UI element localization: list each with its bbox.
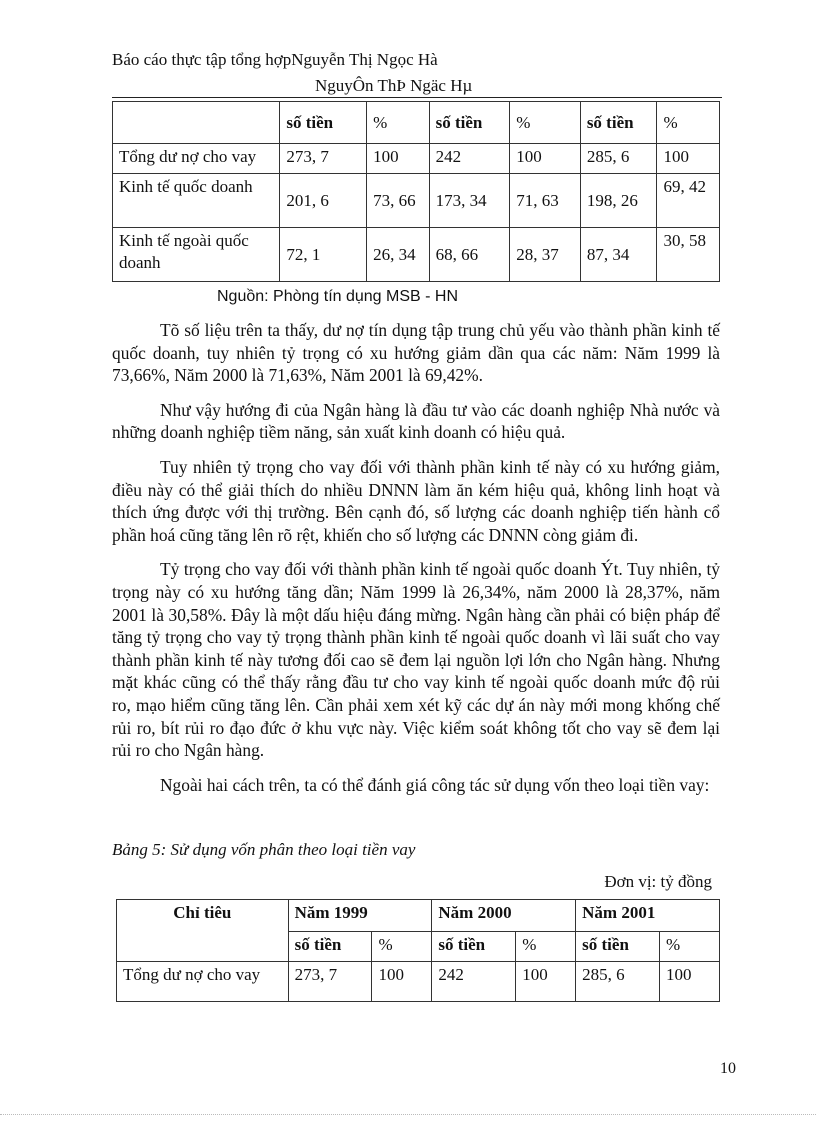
- table-header-cell: số tiền: [432, 932, 516, 962]
- table-row: [113, 144, 720, 174]
- table-header-cell: số tiền: [280, 102, 367, 144]
- table-row: [113, 228, 720, 282]
- table-header-cell: [113, 102, 280, 144]
- table-caption: Bảng 5: Sử dụng vốn phân theo loại tiền vay: [112, 840, 416, 859]
- table-header-cell: %: [372, 932, 432, 962]
- table-cell: 28, 37: [510, 228, 581, 282]
- table-cell: 285, 6: [576, 962, 660, 1002]
- table-row: [113, 174, 720, 228]
- table-cell: 100: [657, 144, 720, 174]
- table-cell: 87, 34: [580, 228, 657, 282]
- table-header-cell: %: [657, 102, 720, 144]
- paragraph: Tuy nhiên tỷ trọng cho vay đối với thành phần kinh tế này có xu hướng giảm, điều này có thể giải thích do nhiều DNNN làm ăn kém hiệu quả, không linh hoạt và thích ứng được với thị trường. Bên cạnh đó, số lượng các doanh nghiệp tiến hành cổ phần hoá cũng tăng lên rõ rệt, khiến cho số lượng các DNNN còng giảm đi.: [112, 456, 720, 545]
- table-cell: 242: [432, 962, 516, 1002]
- table-cell: 100: [516, 962, 576, 1002]
- table-cell: Kinh tế ngoài quốc doanh: [113, 228, 280, 282]
- table-header-cell: số tiền: [576, 932, 660, 962]
- table-source-note: Nguồn: Phòng tín dụng MSB - HN: [217, 288, 459, 305]
- table-cell: 69, 42: [657, 174, 720, 228]
- table-cell: 285, 6: [580, 144, 657, 174]
- report-header-title: Báo cáo thực tập tổng hợpNguyễn Thị Ngọc Hà: [112, 50, 438, 69]
- table-header-cell: %: [516, 932, 576, 962]
- table-header-cell: %: [367, 102, 430, 144]
- table-header-cell: %: [510, 102, 581, 144]
- table-cell: 100: [372, 962, 432, 1002]
- table-cell: 242: [429, 144, 510, 174]
- table-cell: 71, 63: [510, 174, 581, 228]
- table-cell: 26, 34: [367, 228, 430, 282]
- table-cell: 100: [510, 144, 581, 174]
- table-cell: 273, 7: [288, 962, 372, 1002]
- table-header-cell: Năm 2001: [576, 900, 720, 932]
- table-cell: 73, 66: [367, 174, 430, 228]
- table-cell: Tổng dư nợ cho vay: [113, 144, 280, 174]
- page-number: 10: [720, 1060, 736, 1077]
- body-text: [112, 319, 720, 808]
- unit-label: Đơn vị: tỷ đồng: [604, 872, 712, 891]
- page-bottom-border: [0, 1114, 816, 1115]
- table-cell: Tổng dư nợ cho vay: [117, 962, 289, 1002]
- paragraph: Tõ số liệu trên ta thấy, dư nợ tín dụng tập trung chủ yếu vào thành phần kinh tế quốc doanh, tuy nhiên tỷ trọng có xu hướng giảm dần qua các năm: Năm 1999 là 73,66%, Năm 2000 là 71,63%, Năm 2001 là 69,42%.: [112, 320, 720, 386]
- report-header-author: NguyÔn ThÞ Ngäc Hµ: [315, 76, 473, 95]
- table-header-cell: số tiền: [429, 102, 510, 144]
- table-cell: 100: [367, 144, 430, 174]
- table-cell: 173, 34: [429, 174, 510, 228]
- table-header-cell: %: [660, 932, 720, 962]
- table-header-cell: số tiền: [288, 932, 372, 962]
- loan-structure-table: [112, 101, 720, 282]
- paragraph: Ngoài hai cách trên, ta có thể đánh giá công tác sử dụng vốn theo loại tiền vay:: [160, 774, 710, 795]
- table-header-row: [113, 102, 720, 144]
- table-header-cell: Năm 1999: [288, 900, 432, 932]
- header-divider: [112, 97, 722, 98]
- table-cell: 68, 66: [429, 228, 510, 282]
- table-cell: 201, 6: [280, 174, 367, 228]
- table-header-cell: số tiền: [580, 102, 657, 144]
- table-cell: 273, 7: [280, 144, 367, 174]
- table-cell: 100: [660, 962, 720, 1002]
- paragraph: Như vậy hướng đi của Ngân hàng là đầu tư vào các doanh nghiệp Nhà nước và những doanh nghiệp tiềm năng, sản xuất kinh doanh có hiệu quả.: [112, 399, 720, 443]
- table-row: [117, 962, 720, 1002]
- paragraph: Tỷ trọng cho vay đối với thành phần kinh tế ngoài quốc doanh Ýt. Tuy nhiên, tỷ trọng này có xu hướng tăng dần; Năm 1999 là 26,34%, năm 2000 là 28,37%, năm 2001 là 30,58%. Đây là một dấu hiệu đáng mừng. Ngân hàng cần phải có biện pháp để tăng tỷ trọng cho vay tỷ trọng thành phần kinh tế ngoài quốc doanh vì lãi suất cho vay thành phần kinh tế này tương đối cao sẽ đem lại nguồn lợi lớn cho Ngân hàng. Nhưng mặt khác cũng có thể thấy rằng đầu tư cho vay kinh tế ngoài quốc doanh mức độ rủi ro, mạo hiểm cũng tăng lên. Cần phải xem xét kỹ các dự án này mới mong khống chế rủi ro, bít rủi ro đạo đức ở khu vực này. Việc kiểm soát không tốt cho vay sẽ đem lại rủi ro cho Ngân hàng.: [112, 559, 720, 761]
- table-header-cell: Chỉ tiêu: [117, 900, 289, 962]
- loan-type-table: [116, 899, 720, 1002]
- table-header-cell: Năm 2000: [432, 900, 576, 932]
- table-cell: 30, 58: [657, 228, 720, 282]
- table-header-row: [117, 900, 720, 932]
- table-cell: 198, 26: [580, 174, 657, 228]
- table-cell: 72, 1: [280, 228, 367, 282]
- table-cell: Kinh tế quốc doanh: [113, 174, 280, 228]
